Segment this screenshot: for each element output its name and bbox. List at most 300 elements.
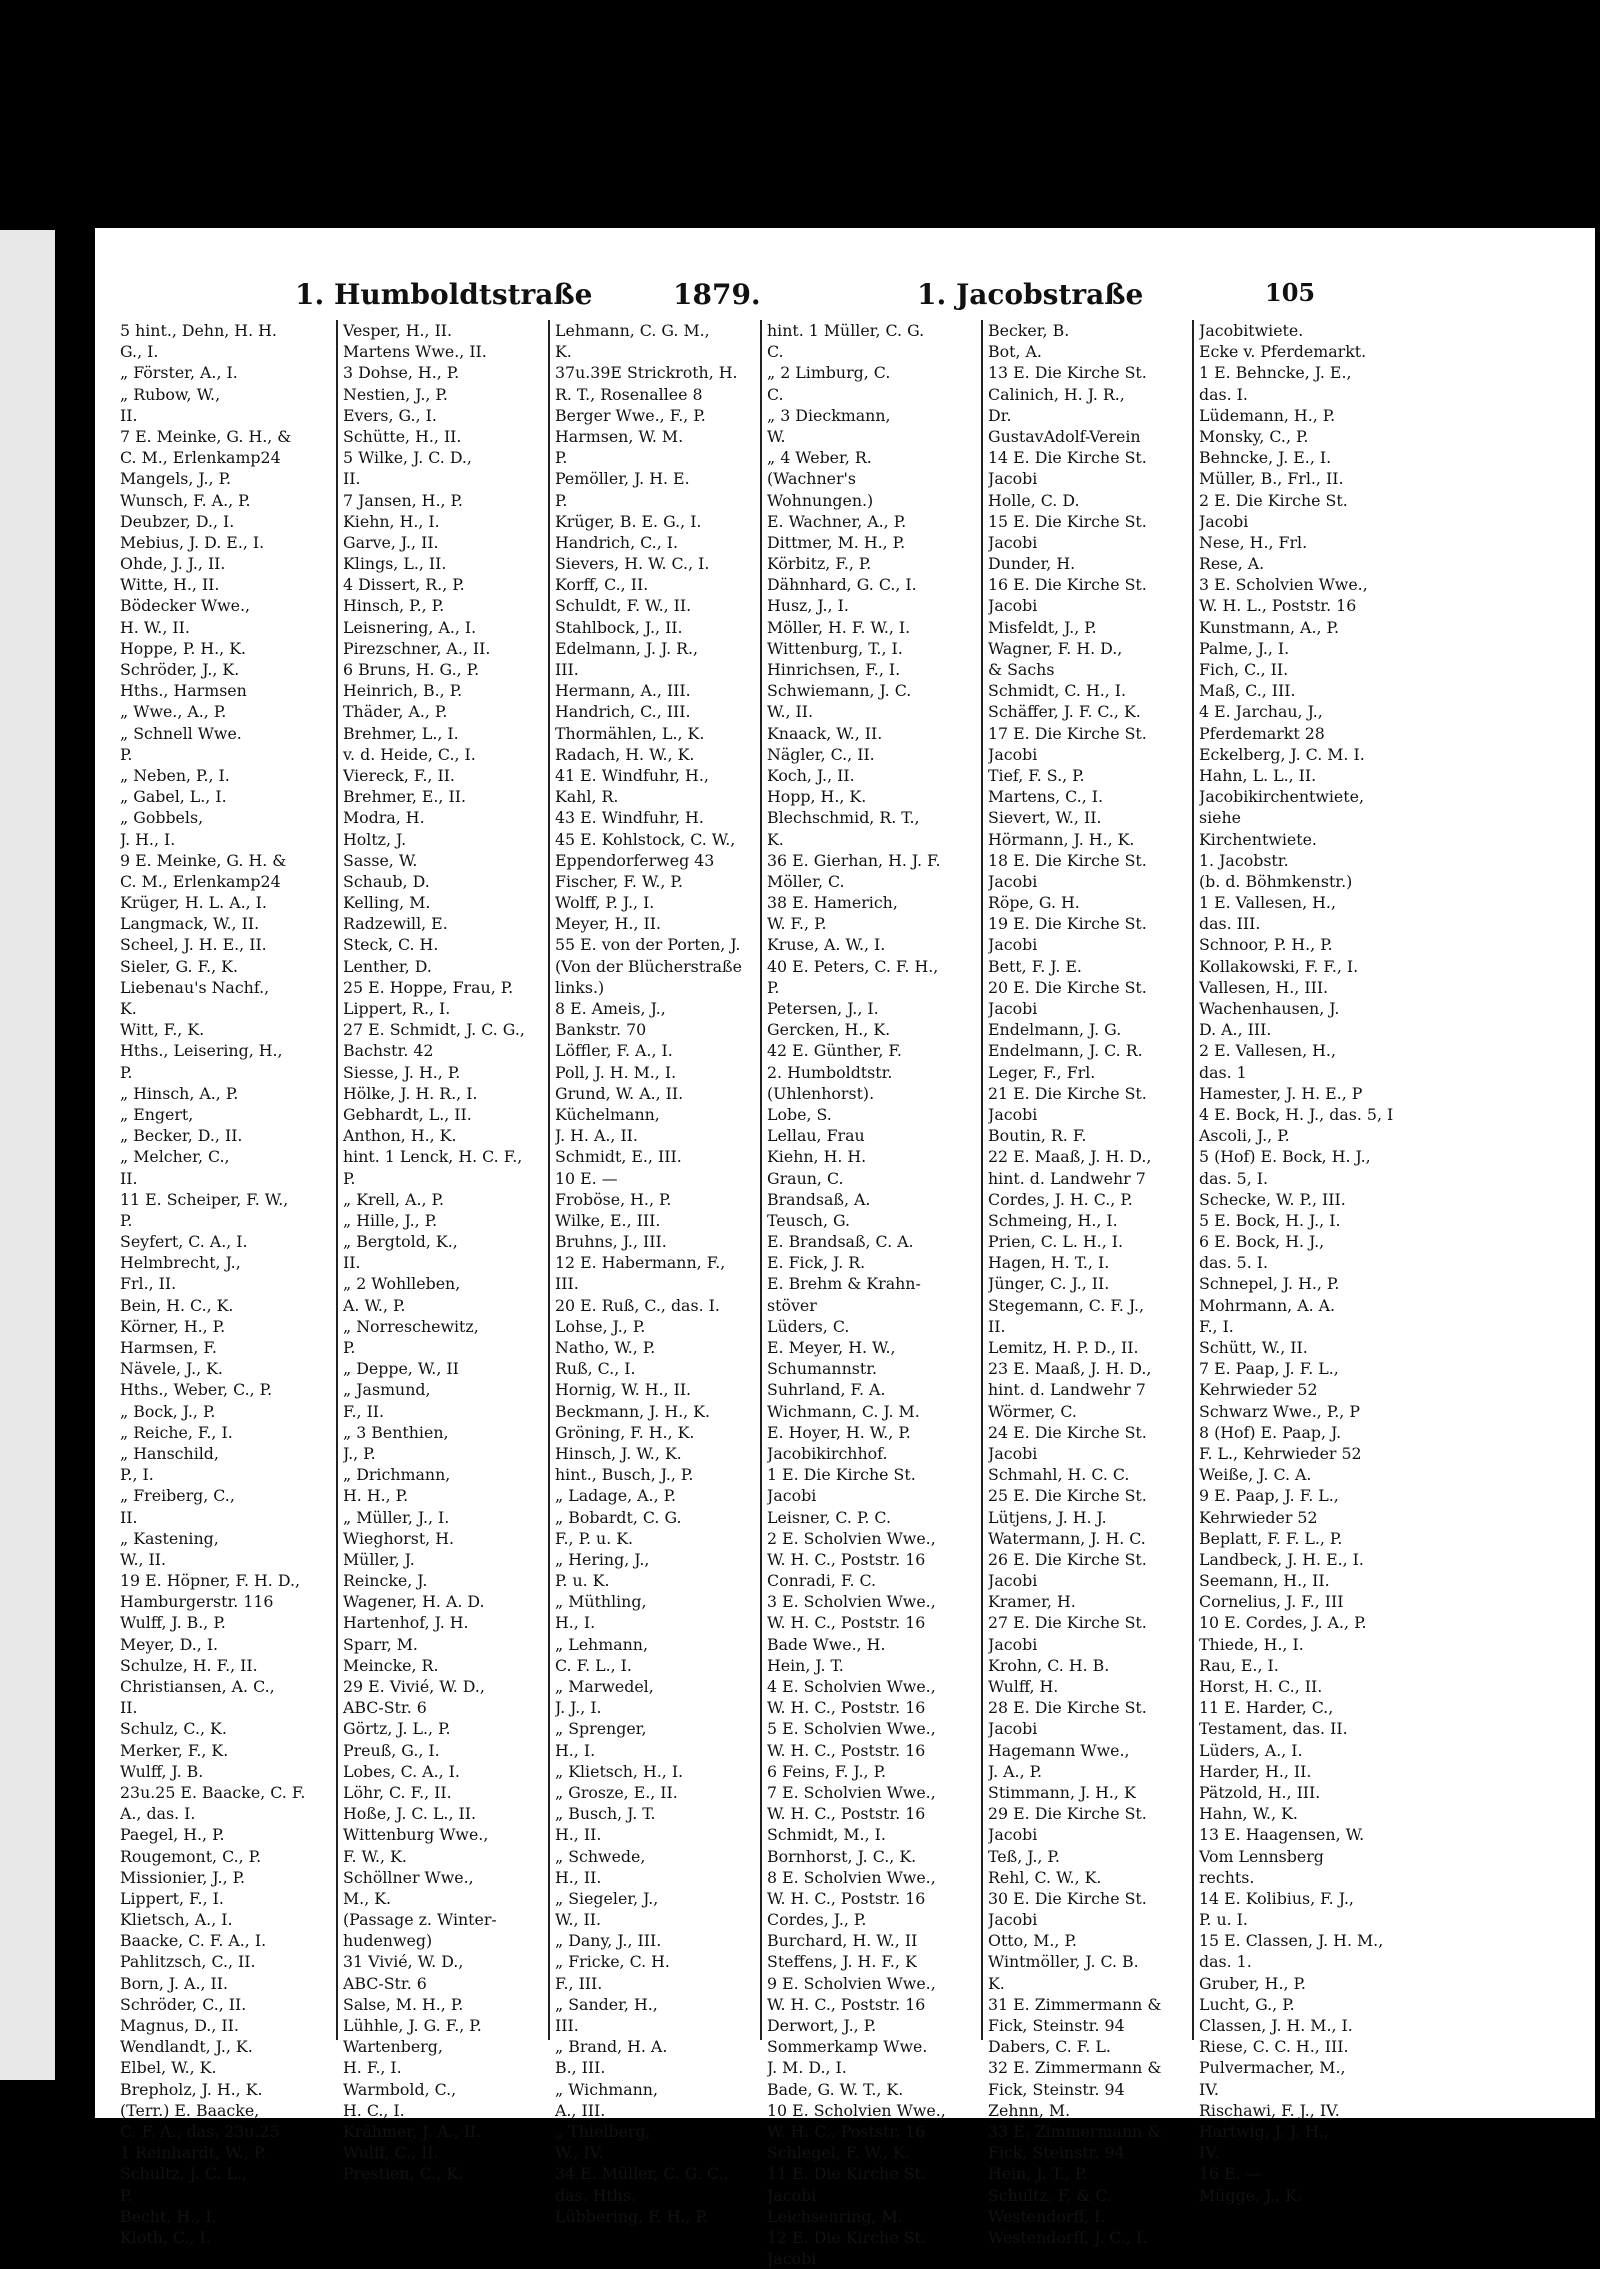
directory-entry: J. H., I.	[120, 829, 176, 849]
directory-entry: Otto, M., P.	[988, 1931, 1077, 1951]
directory-entry: 33 E. Zimmermann &	[988, 2121, 1162, 2141]
directory-entry: Liebenau's Nachf.,	[120, 977, 270, 997]
directory-entry: Prestien, C., K.	[343, 2164, 464, 2184]
directory-entry: C. M., Erlenkamp24	[120, 871, 281, 891]
directory-entry: Nävele, J., K.	[120, 1359, 223, 1379]
directory-entry: Monsky, C., P.	[1199, 426, 1309, 446]
directory-column-3	[555, 320, 755, 2227]
directory-entry: 19 E. Höpner, F. H. D.,	[120, 1571, 300, 1591]
directory-entry: Stimmann, J. H., K	[988, 1782, 1136, 1802]
directory-entry: Magnus, D., II.	[120, 2016, 239, 2035]
directory-entry: 24 E. Die Kirche St.	[988, 1422, 1147, 1442]
directory-entry: & Sachs	[988, 660, 1055, 679]
directory-entry: stöver	[767, 1295, 817, 1315]
directory-column-2	[343, 320, 543, 2185]
directory-entry: Jacobi	[988, 469, 1038, 489]
directory-entry: 4 E. Scholvien Wwe.,	[767, 1677, 936, 1696]
directory-entry: K.	[120, 999, 137, 1018]
directory-entry: W. H. C., Poststr. 16	[767, 1740, 926, 1760]
directory-entry: P.	[343, 1168, 356, 1188]
directory-entry: 14 E. Die Kirche St.	[988, 448, 1147, 468]
directory-entry: 1 E. Die Kirche St.	[767, 1465, 916, 1485]
directory-entry: Koch, J., II.	[767, 765, 855, 785]
directory-entry: Schütt, W., II.	[1199, 1338, 1308, 1357]
directory-entry: Rischawi, F. J., IV.	[1199, 2100, 1340, 2120]
directory-entry: hint. 1 Lenck, H. C. F.,	[343, 1147, 523, 1167]
directory-entry: Jacobi	[988, 1571, 1038, 1591]
column-divider	[1192, 320, 1194, 2040]
directory-entry: Dr.	[988, 405, 1012, 425]
directory-entry: Meyer, H., II.	[555, 914, 661, 934]
directory-entry: „ Sprenger,	[555, 1719, 647, 1739]
directory-entry: Petersen, J., I.	[767, 999, 879, 1018]
directory-entry: Korff, C., II.	[555, 575, 649, 595]
directory-entry: 55 E. von der Porten, J.	[555, 935, 741, 955]
directory-entry: E. Brandsaß, C. A.	[767, 1232, 914, 1252]
directory-entry: „ Hering, J.,	[555, 1549, 650, 1569]
directory-entry: J. M. D., I.	[767, 2058, 847, 2078]
directory-entry: Seemann, H., II.	[1199, 1571, 1330, 1591]
directory-entry: Bot, A.	[988, 342, 1042, 362]
directory-entry: 4 E. Bock, H. J., das. 5, I	[1199, 1104, 1394, 1124]
directory-entry: Schnepel, J. H., P.	[1199, 1274, 1340, 1294]
directory-entry: „ Krell, A., P.	[343, 1189, 444, 1209]
directory-entry: C. F. L., I.	[555, 1655, 632, 1675]
directory-entry: Behncke, J. E., I.	[1199, 448, 1332, 468]
directory-entry: 29 E. Vivié, W. D.,	[343, 1677, 485, 1696]
directory-entry: „ Busch, J. T.	[555, 1804, 656, 1824]
directory-entry: Jacobi	[767, 2185, 817, 2205]
directory-entry: 6 E. Bock, H. J.,	[1199, 1232, 1325, 1252]
directory-column-4	[767, 320, 977, 2269]
directory-entry: 9 E. Scholvien Wwe.,	[767, 1973, 936, 1993]
directory-entry: Boutin, R. F.	[988, 1126, 1087, 1146]
directory-entry: „ Freiberg, C.,	[120, 1486, 235, 1506]
directory-entry: Martens, C., I.	[988, 787, 1104, 807]
directory-entry: J. J., I.	[555, 1698, 602, 1718]
directory-entry: Müller, B., Frl., II.	[1199, 469, 1344, 489]
directory-entry: Schwiemann, J. C.	[767, 681, 912, 701]
directory-entry: Christiansen, A. C.,	[120, 1677, 275, 1696]
directory-entry: Jacobi	[988, 1719, 1038, 1739]
directory-entry: II.	[343, 1253, 361, 1273]
directory-entry: Lehmann, C. G. M.,	[555, 321, 710, 340]
directory-entry: Schlegel, F. W., K.	[767, 2143, 910, 2163]
directory-entry: Jacobikirchentwiete,	[1199, 787, 1364, 807]
directory-entry: 12 E. Die Kirche St.	[767, 2227, 926, 2247]
directory-entry: Merker, F., K.	[120, 1740, 229, 1760]
directory-entry: 11 E. Scheiper, F. W.,	[120, 1189, 289, 1209]
directory-entry: Wulff, C., II.	[343, 2143, 439, 2163]
directory-entry: Suhrland, F. A.	[767, 1380, 886, 1400]
directory-entry: Evers, G., I.	[343, 405, 437, 425]
directory-entry: Lütjens, J. H. J.	[988, 1507, 1107, 1527]
directory-entry: Fich, C., II.	[1199, 660, 1289, 679]
directory-entry: Stahlbock, J., II.	[555, 617, 683, 637]
directory-entry: M., K.	[343, 1888, 392, 1908]
directory-entry: Watermann, J. H. C.	[988, 1528, 1146, 1548]
directory-entry: „ Deppe, W., II	[343, 1359, 459, 1379]
directory-entry: W., II.	[120, 1549, 167, 1569]
directory-entry: Elbel, W., K.	[120, 2058, 217, 2078]
directory-entry: 31 E. Zimmermann &	[988, 1994, 1162, 2014]
directory-entry: Schecke, W. P., III.	[1199, 1189, 1346, 1209]
directory-entry: P., I.	[120, 1465, 154, 1485]
directory-entry: das. 1	[1199, 1062, 1247, 1082]
directory-entry: P.	[120, 1210, 133, 1230]
directory-entry: Dabers, C. F. L.	[988, 2037, 1111, 2057]
directory-entry: F., P. u. K.	[555, 1528, 634, 1548]
directory-entry: 10 E. Cordes, J. A., P.	[1199, 1613, 1367, 1633]
directory-entry: Jünger, C. J., II.	[988, 1274, 1110, 1294]
directory-entry: Handrich, C., III.	[555, 702, 691, 722]
directory-entry: Jacobikirchhof.	[767, 1443, 888, 1463]
directory-entry: Lemitz, H. P. D., II.	[988, 1338, 1139, 1357]
directory-entry: 26 E. Die Kirche St.	[988, 1549, 1147, 1569]
directory-entry: Gruber, H., P.	[1199, 1973, 1306, 1993]
directory-entry: 34 E. Müller, C. G. C.,	[555, 2164, 729, 2184]
directory-entry: Kahl, R.	[555, 787, 619, 807]
directory-entry: Jacobi	[988, 596, 1038, 616]
directory-entry: Wagener, H. A. D.	[343, 1592, 485, 1612]
directory-entry: Schöllner Wwe.,	[343, 1867, 474, 1887]
directory-entry: Bornhorst, J. C., K.	[767, 1846, 917, 1866]
directory-entry: Körner, H., P.	[120, 1316, 226, 1336]
directory-entry: „ Schnell Wwe.	[120, 723, 242, 743]
directory-entry: „ Müller, J., I.	[343, 1507, 450, 1527]
directory-entry: Baacke, C. F. A., I.	[120, 1931, 267, 1951]
directory-entry: 13 E. Haagensen, W.	[1199, 1825, 1365, 1845]
directory-entry: 4 E. Jarchau, J.,	[1199, 702, 1323, 722]
directory-entry: Hths., Harmsen	[120, 681, 247, 701]
directory-entry: Bade, G. W. T., K.	[767, 2079, 904, 2099]
directory-entry: „ Fricke, C. H.	[555, 1952, 670, 1972]
directory-entry: Nestien, J., P.	[343, 384, 448, 404]
directory-entry: „ Reiche, F., I.	[120, 1422, 233, 1442]
directory-entry: Palme, J., I.	[1199, 638, 1290, 658]
directory-entry: Hermann, A., III.	[555, 681, 691, 701]
directory-entry: II.	[343, 469, 361, 489]
directory-entry: Schmidt, E., III.	[555, 1147, 682, 1167]
directory-entry: Deubzer, D., I.	[120, 511, 235, 531]
directory-entry: Vesper, H., II.	[343, 321, 453, 340]
directory-entry: H., I.	[555, 1613, 596, 1633]
directory-entry: das. 5. I.	[1199, 1253, 1269, 1273]
column-divider	[336, 320, 338, 2040]
directory-entry: Lüdemann, H., P.	[1199, 405, 1336, 425]
directory-entry: P. u. K.	[555, 1571, 610, 1591]
directory-entry: „ Marwedel,	[555, 1677, 654, 1696]
directory-entry: Maß, C., III.	[1199, 681, 1296, 701]
directory-entry: „ Schwede,	[555, 1846, 646, 1866]
directory-entry: R. T., Rosenallee 8	[555, 384, 703, 404]
directory-entry: 11 E. Harder, C.,	[1199, 1698, 1334, 1718]
directory-entry: das. 5, I.	[1199, 1168, 1269, 1188]
directory-entry: Lüders, C.	[767, 1316, 850, 1336]
directory-entry: H., I.	[555, 1740, 596, 1760]
directory-entry: (Terr.) E. Baacke,	[120, 2100, 260, 2120]
directory-entry: Leichsenring, M.	[767, 2206, 903, 2226]
directory-entry: H. H., P.	[343, 1486, 409, 1506]
directory-entry: W., IV.	[555, 2143, 604, 2163]
directory-entry: F., I.	[1199, 1316, 1234, 1336]
directory-entry: Sieler, G. F., K.	[120, 956, 238, 976]
directory-entry: 21 E. Die Kirche St.	[988, 1083, 1147, 1103]
directory-entry: W. H. C., Poststr. 16	[767, 1888, 926, 1908]
directory-entry: Kirchentwiete.	[1199, 829, 1317, 849]
directory-entry: W., II.	[555, 1910, 602, 1930]
directory-entry: Hamburgerstr. 116	[120, 1592, 274, 1612]
directory-column-5	[988, 320, 1188, 2248]
directory-entry: Wendlandt, J., K.	[120, 2037, 253, 2057]
directory-entry: Hein, J. T., P.	[988, 2164, 1088, 2184]
directory-entry: Brepholz, J. H., K.	[120, 2079, 263, 2099]
directory-entry: 6 Bruns, H. G., P.	[343, 660, 480, 679]
directory-entry: H., II.	[555, 1867, 602, 1887]
directory-entry: ABC-Str. 6	[343, 1698, 427, 1718]
directory-entry: Hörmann, J. H., K.	[988, 829, 1135, 849]
directory-entry: Leger, F., Frl.	[988, 1062, 1096, 1082]
directory-entry: II.	[120, 1507, 138, 1527]
directory-entry: W., II.	[767, 702, 814, 722]
directory-entry: Cordes, J. H. C., P.	[988, 1189, 1133, 1209]
directory-entry: Bankstr. 70	[555, 1020, 647, 1040]
directory-entry: K.	[988, 1973, 1005, 1993]
directory-entry: 19 E. Die Kirche St.	[988, 914, 1147, 934]
directory-entry: „ Thielberg,	[555, 2121, 651, 2141]
directory-entry: Martens Wwe., II.	[343, 342, 487, 362]
directory-entry: 7 E. Scholvien Wwe.,	[767, 1782, 936, 1802]
directory-entry: Hamester, J. H. E., P	[1199, 1083, 1363, 1103]
directory-entry: Handrich, C., I.	[555, 532, 678, 552]
directory-entry: H. F., I.	[343, 2058, 402, 2078]
directory-entry: P.	[120, 1062, 133, 1082]
directory-entry: Vallesen, H., III.	[1199, 977, 1329, 997]
directory-entry: A. W., P.	[343, 1295, 406, 1315]
directory-entry: Jacobi	[988, 871, 1038, 891]
directory-entry: 1 Reinhardt, W., P.	[120, 2143, 267, 2163]
directory-entry: Horst, H. C., II.	[1199, 1677, 1323, 1696]
directory-entry: hudenweg)	[343, 1931, 433, 1951]
directory-entry: Löffler, F. A., I.	[555, 1041, 673, 1061]
directory-entry: Gercken, H., K.	[767, 1020, 891, 1040]
directory-entry: Seyfert, C. A., I.	[120, 1232, 248, 1252]
directory-entry: 31 Vivié, W. D.,	[343, 1952, 464, 1972]
directory-entry: W. F., P.	[767, 914, 827, 934]
directory-entry: F., II.	[343, 1401, 385, 1421]
directory-entry: Tief, F. S., P.	[988, 765, 1085, 785]
directory-entry: P.	[555, 490, 568, 510]
directory-entry: Kramer, H.	[988, 1592, 1076, 1612]
directory-entry: Schröder, C., II.	[120, 1994, 247, 2014]
directory-entry: Bachstr. 42	[343, 1041, 434, 1061]
directory-entry: P.	[343, 1338, 356, 1357]
directory-entry: „ Grosze, E., II.	[555, 1782, 678, 1802]
directory-entry: „ Melcher, C.,	[120, 1147, 230, 1167]
directory-entry: B., III.	[555, 2058, 606, 2078]
directory-entry: 20 E. Ruß, C., das. I.	[555, 1295, 720, 1315]
directory-entry: 4 Dissert, R., P.	[343, 575, 465, 595]
directory-entry: Stegemann, C. F. J.,	[988, 1295, 1145, 1315]
directory-entry: Kehrwieder 52	[1199, 1507, 1318, 1527]
directory-entry: F. W., K.	[343, 1846, 407, 1866]
directory-entry: Froböse, H., P.	[555, 1189, 672, 1209]
directory-entry: Wintmöller, J. C. B.	[988, 1952, 1139, 1972]
directory-entry: Graun, C.	[767, 1168, 844, 1188]
directory-entry: Witte, H., II.	[120, 575, 220, 595]
directory-entry: Schröder, J., K.	[120, 660, 240, 679]
directory-entry: J. A., P.	[988, 1761, 1043, 1781]
directory-entry: Wilke, E., III.	[555, 1210, 661, 1230]
directory-entry: das. 1.	[1199, 1952, 1252, 1972]
directory-entry: W. H. C., Poststr. 16	[767, 1698, 926, 1718]
directory-entry: Schumannstr.	[767, 1359, 878, 1379]
directory-entry: GustavAdolf-Verein	[988, 426, 1141, 446]
directory-entry: Holle, C. D.	[988, 490, 1080, 510]
directory-entry: Endelmann, J. C. R.	[988, 1041, 1143, 1061]
right-street-heading: 1. Jacobstraße	[917, 278, 1144, 311]
directory-entry: Schmeing, H., I.	[988, 1210, 1118, 1230]
directory-entry: Hopp, H., K.	[767, 787, 867, 807]
directory-entry: „ Bobardt, C. G.	[555, 1507, 682, 1527]
directory-entry: (Wachner's	[767, 469, 856, 489]
directory-entry: „ Kastening,	[120, 1528, 219, 1548]
directory-entry: 5 E. Bock, H. J., I.	[1199, 1210, 1341, 1230]
page-header	[95, 278, 1595, 318]
directory-entry: 22 E. Maaß, J. H. D.,	[988, 1147, 1152, 1167]
directory-entry: Jacobi	[988, 532, 1038, 552]
directory-entry: W.	[767, 426, 786, 446]
directory-entry: 5 E. Scholvien Wwe.,	[767, 1719, 936, 1739]
directory-entry: Schmidt, C. H., I.	[988, 681, 1127, 701]
directory-entry: 25 E. Hoppe, Frau, P.	[343, 977, 514, 997]
directory-entry: Hagen, H. T., I.	[988, 1253, 1110, 1273]
directory-entry: Schmahl, H. C. C.	[988, 1465, 1130, 1485]
directory-entry: Krüger, H. L. A., I.	[120, 893, 267, 913]
directory-column-6	[1199, 320, 1404, 2206]
directory-entry: Becker, B.	[988, 321, 1070, 340]
directory-entry: Kiehn, H. H.	[767, 1147, 867, 1167]
directory-entry: Fick, Steinstr. 94	[988, 2143, 1125, 2163]
directory-entry: Ruß, C., I.	[555, 1359, 636, 1379]
directory-entry: Siesse, J. H., P.	[343, 1062, 461, 1082]
directory-entry: Jacobi	[1199, 511, 1249, 531]
directory-entry: 7 E. Paap, J. F. L.,	[1199, 1359, 1339, 1379]
directory-entry: Rau, E., I.	[1199, 1655, 1279, 1675]
directory-entry: 3 Dohse, H., P.	[343, 363, 460, 383]
directory-entry: „ Drichmann,	[343, 1465, 451, 1485]
directory-entry: Classen, J. H. M., I.	[1199, 2016, 1353, 2035]
directory-entry: Jacobitwiete.	[1199, 321, 1304, 340]
directory-entry: 3 E. Scholvien Wwe.,	[1199, 575, 1368, 595]
directory-entry: Bade Wwe., H.	[767, 1634, 886, 1654]
directory-entry: Meyer, D., I.	[120, 1634, 219, 1654]
directory-entry: Cornelius, J. F., III	[1199, 1592, 1344, 1612]
directory-entry: Röpe, G. H.	[988, 893, 1080, 913]
directory-entry: Leisner, C. P. C.	[767, 1507, 891, 1527]
directory-entry: Endelmann, J. G.	[988, 1020, 1122, 1040]
directory-entry: 9 E. Paap, J. F. L.,	[1199, 1486, 1339, 1506]
directory-entry: Hahn, L. L., II.	[1199, 765, 1317, 785]
directory-entry: Körbitz, F., P.	[767, 554, 872, 574]
directory-entry: Harmsen, F.	[120, 1338, 217, 1357]
directory-entry: IV.	[1199, 2143, 1219, 2163]
directory-entry: Derwort, J., P.	[767, 2016, 877, 2035]
directory-entry: J. H. A., II.	[555, 1126, 638, 1146]
directory-entry: Wohnungen.)	[767, 490, 874, 510]
directory-entry: Hinrichsen, F., I.	[767, 660, 901, 679]
directory-entry: 30 E. Die Kirche St.	[988, 1888, 1147, 1908]
directory-entry: v. d. Heide, C., I.	[343, 744, 476, 764]
directory-entry: Gröning, F. H., K.	[555, 1422, 695, 1442]
directory-entry: „ Wwe., A., P.	[120, 702, 227, 722]
directory-entry: Lellau, Frau	[767, 1126, 865, 1146]
directory-entry: Wittenburg, T., I.	[767, 638, 903, 658]
directory-entry: Kruse, A. W., I.	[767, 935, 886, 955]
directory-entry: A., das. I.	[120, 1804, 196, 1824]
directory-entry: Landbeck, J. H. E., I.	[1199, 1549, 1364, 1569]
directory-entry: Jacobi	[988, 1825, 1038, 1845]
directory-entry: Schaub, D.	[343, 871, 430, 891]
directory-column-1	[120, 320, 330, 2248]
directory-entry: Fick, Steinstr. 94	[988, 2016, 1125, 2035]
directory-entry: Poll, J. H. M., I.	[555, 1062, 677, 1082]
directory-entry: 43 E. Windfuhr, H.	[555, 808, 704, 828]
directory-entry: Schmidt, M., I.	[767, 1825, 886, 1845]
directory-entry: Krähmer, J. A., II.	[343, 2121, 482, 2141]
directory-entry: Lübbering, F. H., P.	[555, 2206, 709, 2226]
directory-entry: Lobes, C. A., I.	[343, 1761, 460, 1781]
directory-entry: 16 E. Die Kirche St.	[988, 575, 1147, 595]
directory-entry: Wulff, H.	[988, 1677, 1059, 1696]
directory-entry: Kelling, M.	[343, 893, 431, 913]
directory-entry: Frl., II.	[120, 1274, 177, 1294]
directory-entry: Paegel, H., P.	[120, 1825, 225, 1845]
directory-entry: Pulvermacher, M.,	[1199, 2058, 1346, 2078]
directory-entry: H. W., II.	[120, 617, 190, 637]
directory-entry: Ecke v. Pferdemarkt.	[1199, 342, 1367, 362]
directory-entry: 23 E. Maaß, J. H. D.,	[988, 1359, 1152, 1379]
directory-entry: das. Hths.	[555, 2185, 637, 2205]
directory-entry: Wachenhausen, J.	[1199, 999, 1340, 1018]
directory-entry: E. Brehm & Krahn-	[767, 1274, 921, 1294]
directory-entry: Bruhns, J., III.	[555, 1232, 667, 1252]
directory-entry: „ Müthling,	[555, 1592, 647, 1612]
directory-entry: Lucht, G., P.	[1199, 1994, 1295, 2014]
directory-entry: II.	[120, 1698, 138, 1718]
directory-entry: 15 E. Die Kirche St.	[988, 511, 1147, 531]
directory-entry: Husz, J., I.	[767, 596, 849, 616]
directory-entry: F. L., Kehrwieder 52	[1199, 1443, 1362, 1463]
directory-entry: Nese, H., Frl.	[1199, 532, 1308, 552]
directory-entry: Schäffer, J. F. C., K.	[988, 702, 1141, 722]
directory-entry: Kunstmann, A., P.	[1199, 617, 1339, 637]
directory-entry: Mügge, J., K.	[1199, 2185, 1302, 2205]
directory-entry: Prien, C. L. H., I.	[988, 1232, 1123, 1252]
directory-entry: 11 E. Die Kirche St.	[767, 2164, 926, 2184]
directory-entry: Dähnhard, G. C., I.	[767, 575, 917, 595]
directory-entry: hint. d. Landwehr 7	[988, 1380, 1146, 1400]
directory-entry: Müller, J.	[343, 1549, 415, 1569]
directory-entry: „ 3 Dieckmann,	[767, 405, 891, 425]
directory-entry: Reincke, J.	[343, 1571, 428, 1591]
directory-entry: Bett, F. J. E.	[988, 956, 1082, 976]
directory-entry: 45 E. Kohlstock, C. W.,	[555, 829, 736, 849]
directory-entry: Schultz, J. C. L.,	[120, 2164, 248, 2184]
directory-entry: Lüders, A., I.	[1199, 1740, 1303, 1760]
directory-entry: Wartenberg,	[343, 2037, 443, 2057]
year-heading: 1879.	[673, 278, 761, 311]
